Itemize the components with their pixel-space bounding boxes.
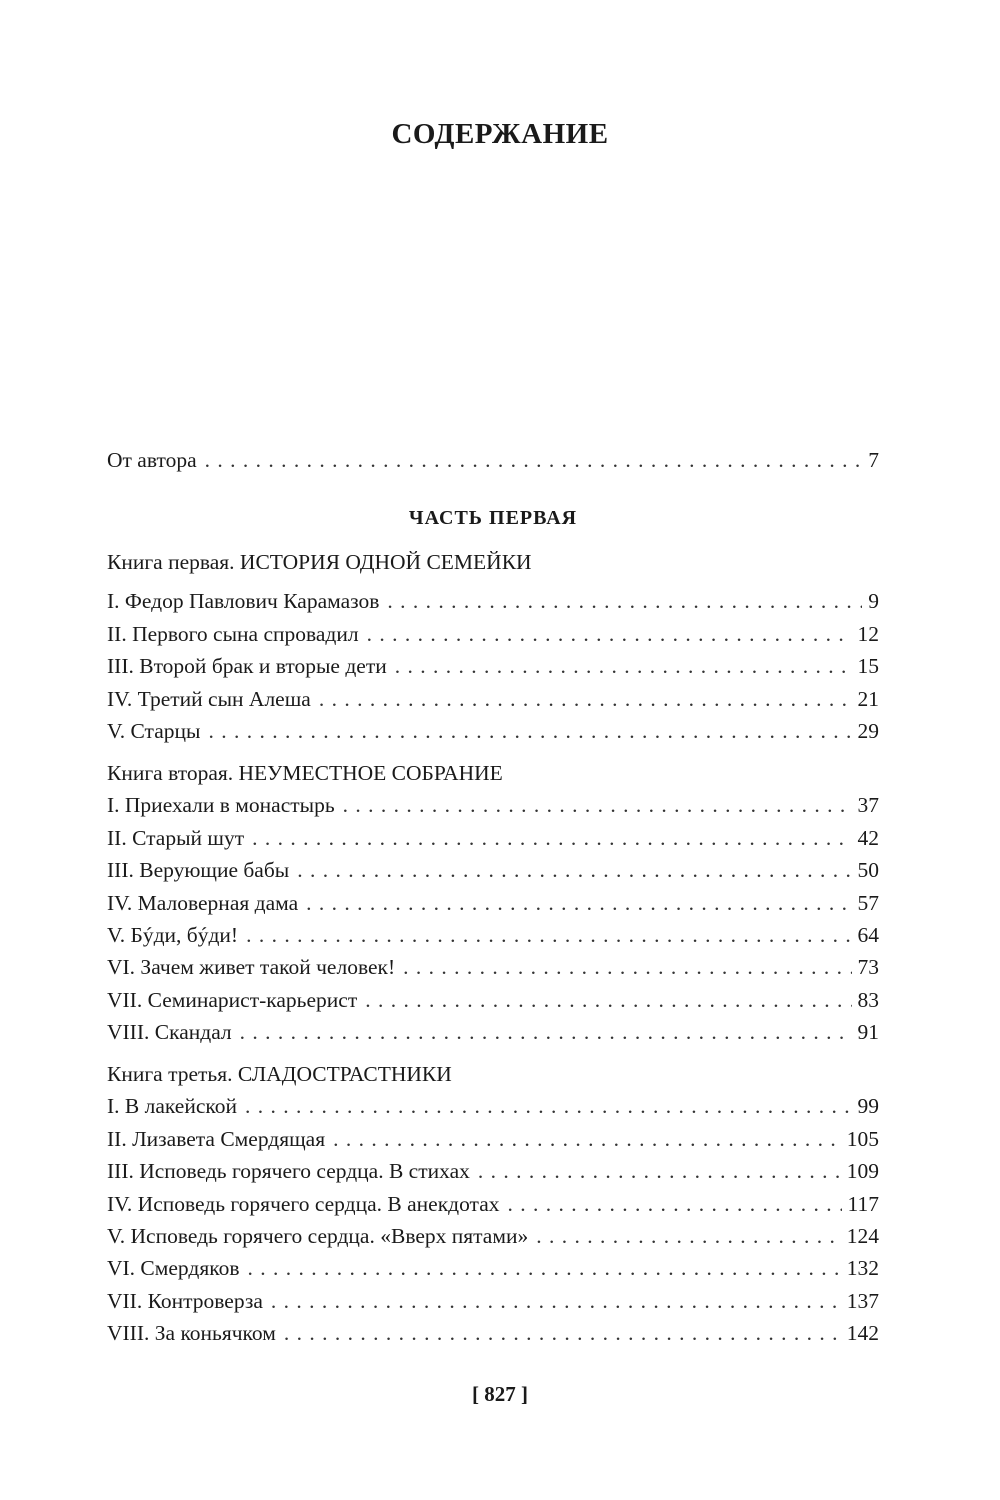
- dot-leader: [245, 1090, 851, 1122]
- toc-entry-label: III. Исповедь горячего сердца. В стихах: [107, 1159, 470, 1184]
- dot-leader: [508, 1188, 842, 1220]
- toc-entry-label: II. Первого сына спровадил: [107, 621, 359, 646]
- dot-leader: [367, 618, 852, 650]
- dot-leader: [306, 887, 851, 919]
- toc-entry[interactable]: [107, 822, 879, 854]
- dot-leader: [403, 951, 851, 983]
- toc-entry[interactable]: [107, 1220, 879, 1252]
- dot-leader: [246, 919, 851, 951]
- toc-entry[interactable]: [107, 1252, 879, 1284]
- dot-leader: [395, 650, 852, 682]
- toc-entry-label: II. Лизавета Смердящая: [107, 1126, 326, 1151]
- toc-entry[interactable]: [107, 887, 879, 919]
- dot-leader: [333, 1123, 841, 1155]
- dot-leader: [297, 854, 851, 886]
- toc-entry-page: 73: [857, 955, 879, 980]
- table-of-contents: [107, 444, 879, 1350]
- toc-entry-label: VII. Контроверза: [107, 1288, 263, 1313]
- toc-entry[interactable]: [107, 789, 879, 821]
- dot-leader: [252, 822, 851, 854]
- toc-entry[interactable]: [107, 1090, 879, 1122]
- dot-leader: [319, 683, 852, 715]
- toc-entry[interactable]: [107, 1317, 879, 1349]
- toc-entry-label: V. Старцы: [107, 718, 201, 743]
- dot-leader: [240, 1016, 852, 1048]
- toc-entry-label: VIII. За коньячком: [107, 1321, 276, 1346]
- toc-entry-label: От автора: [107, 448, 197, 472]
- toc-entry[interactable]: [107, 1188, 879, 1220]
- page-title: СОДЕРЖАНИЕ: [391, 118, 609, 150]
- toc-entry-label: VII. Семинарист-карьерист: [107, 987, 358, 1012]
- toc-entry-page: 132: [846, 1256, 879, 1281]
- toc-entry-label: IV. Третий сын Алеша: [107, 686, 311, 711]
- toc-entry-label: I. Федор Павлович Карамазов: [107, 589, 380, 614]
- toc-entry-page: 117: [847, 1191, 879, 1216]
- toc-entry-label: III. Верующие бабы: [107, 858, 290, 883]
- dot-leader: [387, 585, 862, 617]
- dot-leader: [478, 1155, 841, 1187]
- toc-entry[interactable]: [107, 854, 879, 886]
- dot-leader: [284, 1317, 841, 1349]
- toc-entry-page: 91: [857, 1020, 879, 1045]
- toc-entry-label: VIII. Скандал: [107, 1020, 232, 1045]
- toc-entry-label: I. В лакейской: [107, 1094, 238, 1119]
- dot-leader: [247, 1252, 840, 1284]
- toc-entry-page: 142: [846, 1321, 879, 1346]
- toc-entry-page: 15: [857, 654, 879, 679]
- toc-entry-page: 124: [846, 1224, 879, 1249]
- toc-entry-label: IV. Исповедь горячего сердца. В анекдотах: [107, 1191, 500, 1216]
- toc-entry-preface[interactable]: [107, 444, 879, 476]
- toc-entry-page: 21: [857, 686, 879, 711]
- toc-entry[interactable]: [107, 1285, 879, 1317]
- toc-entry-label: II. Старый шут: [107, 825, 245, 850]
- toc-entry[interactable]: [107, 919, 879, 951]
- page-number: [ 827 ]: [472, 1382, 528, 1406]
- toc-entry-label: VI. Смердяков: [107, 1256, 240, 1281]
- part-heading: ЧАСТЬ ПЕРВАЯ: [408, 507, 578, 530]
- toc-entry-page: 109: [846, 1159, 879, 1184]
- dot-leader: [536, 1220, 841, 1252]
- toc-entry-page: 57: [857, 890, 879, 915]
- toc-entry[interactable]: [107, 715, 879, 747]
- toc-entry-page: 37: [857, 793, 879, 818]
- toc-entry[interactable]: [107, 951, 879, 983]
- toc-entry[interactable]: [107, 618, 879, 650]
- toc-entry-page: 7: [868, 448, 879, 472]
- toc-entry-page: 12: [857, 621, 879, 646]
- dot-leader: [205, 444, 863, 476]
- toc-entry-label: I. Приехали в монастырь: [107, 793, 335, 818]
- toc-entry-page: 64: [857, 922, 879, 947]
- toc-entry-label: V. Бýди, бýди!: [107, 922, 239, 947]
- toc-entry-page: 99: [857, 1094, 879, 1119]
- toc-entry-label: III. Второй брак и вторые дети: [107, 654, 387, 679]
- toc-entry-page: 105: [846, 1126, 879, 1151]
- dot-leader: [271, 1285, 841, 1317]
- toc-entry-page: 137: [846, 1288, 879, 1313]
- toc-entry-label: V. Исповедь горячего сердца. «Вверх пятами»: [107, 1224, 529, 1249]
- toc-entry[interactable]: [107, 1155, 879, 1187]
- dot-leader: [343, 789, 852, 821]
- dot-leader: [365, 984, 851, 1016]
- toc-entry-label: VI. Зачем живет такой человек!: [107, 955, 396, 980]
- book-heading: Книга первая. ИСТОРИЯ ОДНОЙ СЕМЕЙКИ: [107, 550, 532, 575]
- book-heading: Книга вторая. НЕУМЕСТНОЕ СОБРАНИЕ: [107, 761, 503, 786]
- dot-leader: [208, 715, 851, 747]
- toc-entry-page: 83: [857, 987, 879, 1012]
- toc-entry[interactable]: [107, 1123, 879, 1155]
- toc-entry-page: 42: [857, 825, 879, 850]
- toc-entry[interactable]: [107, 650, 879, 682]
- toc-entry-page: 9: [868, 589, 879, 614]
- toc-entry[interactable]: [107, 984, 879, 1016]
- toc-entry[interactable]: [107, 683, 879, 715]
- toc-entry[interactable]: [107, 1016, 879, 1048]
- toc-entry-page: 29: [857, 718, 879, 743]
- toc-entry-page: 50: [857, 858, 879, 883]
- toc-entry-label: IV. Маловерная дама: [107, 890, 299, 915]
- toc-entry[interactable]: [107, 585, 879, 617]
- book-heading: Книга третья. СЛАДОСТРАСТНИКИ: [107, 1062, 452, 1087]
